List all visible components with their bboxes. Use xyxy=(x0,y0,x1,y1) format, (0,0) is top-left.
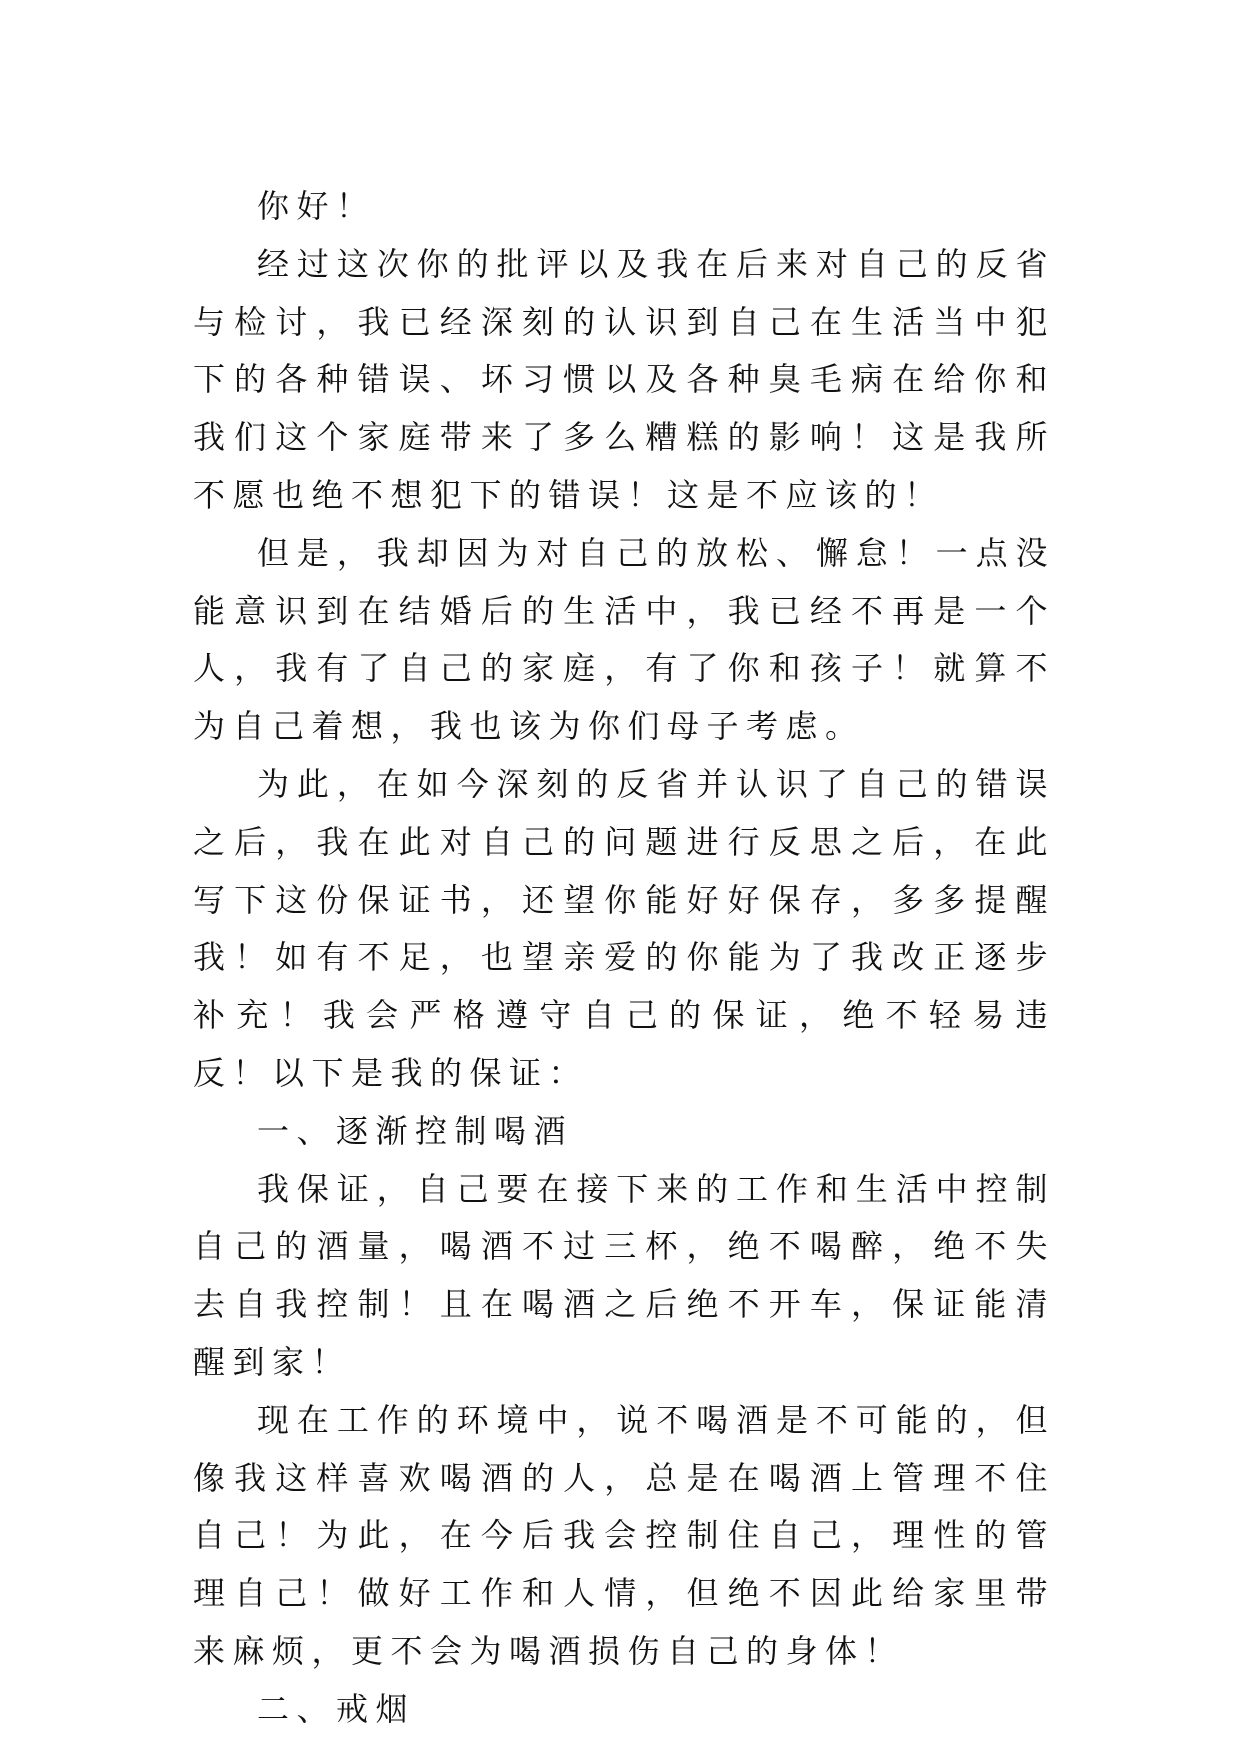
paragraph-reflection: 经过这次你的批评以及我在后来对自己的反省与检讨，我已经深刻的认识到自己在生活当中犯下的各种错误、坏习惯以及各种臭毛病在给你和我们这个家庭带来了多么糟糕的影响！这是我所不愿也绝不想犯下的错误！这是不应该的！ xyxy=(193,244,1055,514)
greeting: 你好！ xyxy=(257,187,376,225)
paragraph-drinking-context: 现在工作的环境中，说不喝酒是不可能的，但像我这样喜欢喝酒的人，总是在喝酒上管理不住自己！为此，在今后我会控制住自己，理性的管理自己！做好工作和人情，但绝不因此给家里带来麻烦，更不会为喝酒损伤自己的身体！ xyxy=(193,1400,1055,1670)
section-heading-smoking: 二、戒烟 xyxy=(257,1689,416,1728)
paragraph-drinking-pledge: 我保证，自己要在接下来的工作和生活中控制自己的酒量，喝酒不过三杯，绝不喝醉，绝不失去自我控制！且在喝酒之后绝不开车，保证能清醒到家！ xyxy=(193,1169,1055,1381)
letter-body xyxy=(193,178,1055,1739)
paragraph-commitment: 为此，在如今深刻的反省并认识了自己的错误之后，我在此对自己的问题进行反思之后，在此写下这份保证书，还望你能好好保存，多多提醒我！如有不足，也望亲爱的你能为了我改正逐步补充！我会严格遵守自己的保证，绝不轻易违反！以下是我的保证： xyxy=(193,764,1055,1092)
section-heading-drinking: 一、逐渐控制喝酒 xyxy=(257,1111,574,1150)
paragraph-realization: 但是，我却因为对自己的放松、懈怠！一点没能意识到在结婚后的生活中，我已经不再是一个人，我有了自己的家庭，有了你和孩子！就算不为自己着想，我也该为你们母子考虑。 xyxy=(193,533,1055,746)
